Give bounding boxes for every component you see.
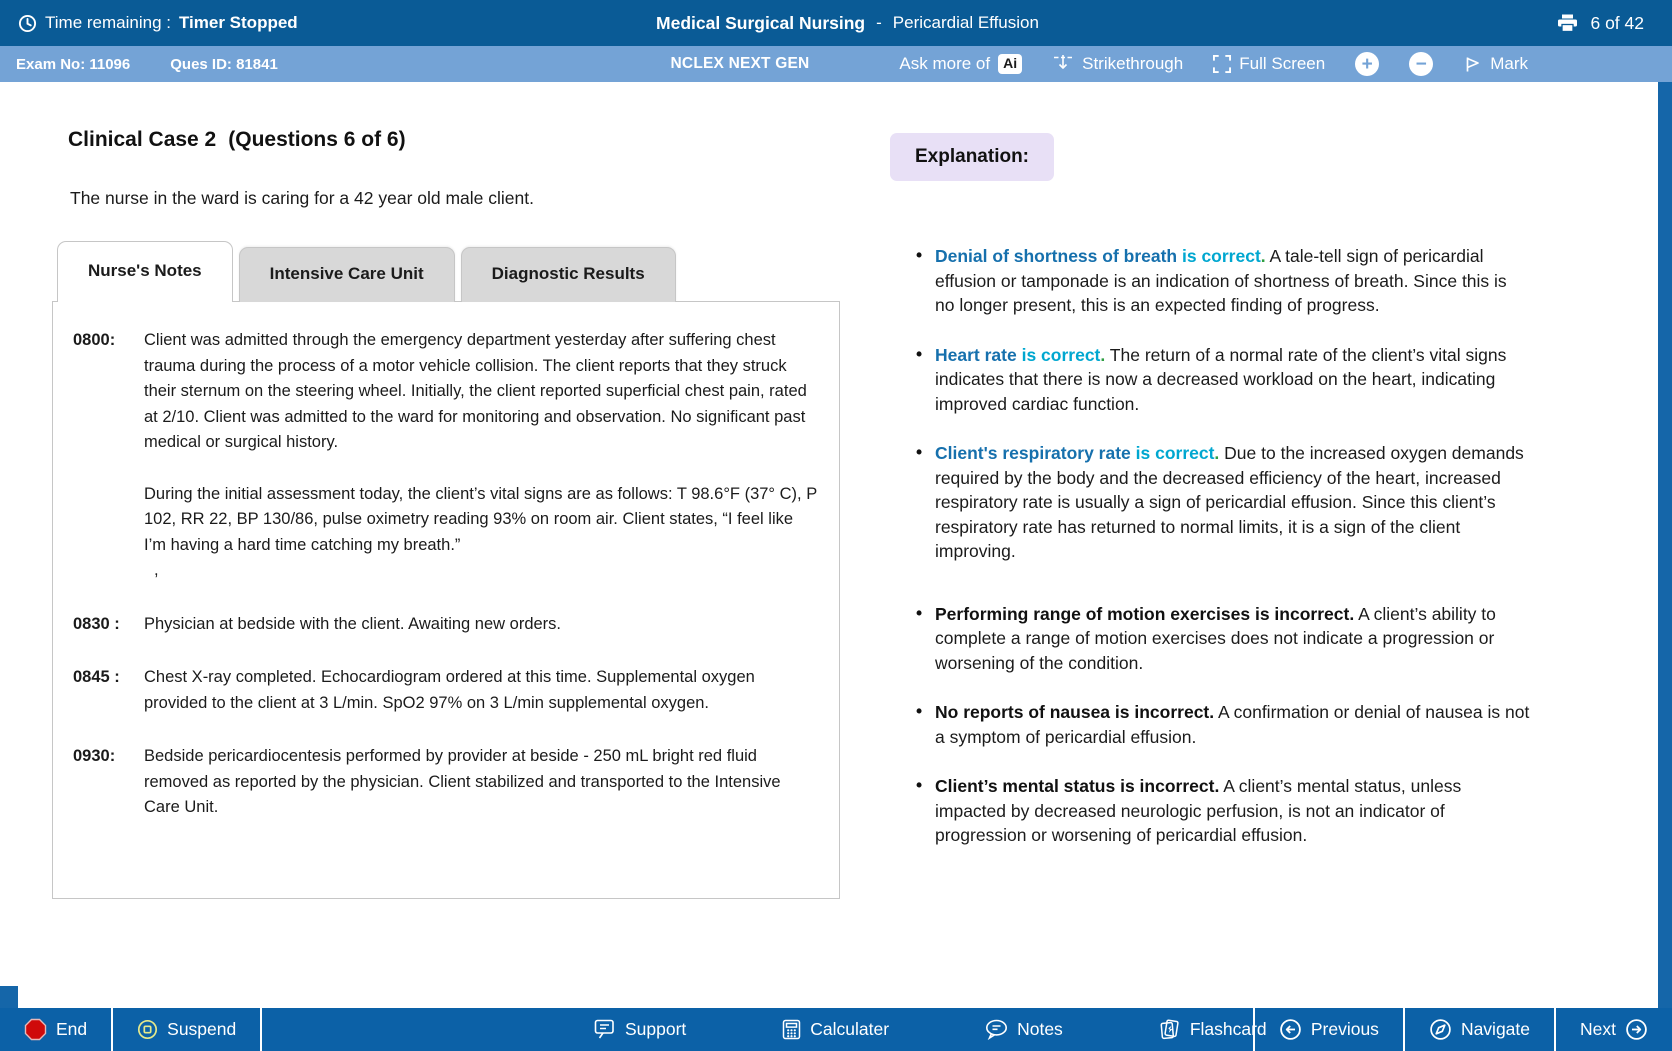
note-entry	[73, 744, 819, 821]
navigate-label: Navigate	[1460, 1019, 1531, 1039]
printer-icon[interactable]	[1557, 14, 1578, 32]
calculator-icon	[782, 1019, 801, 1040]
strikethrough-label: Strikethrough	[1082, 54, 1184, 73]
note-entry	[73, 612, 819, 638]
zoom-out-button[interactable]: −	[1409, 52, 1433, 76]
navigate-compass-icon	[1429, 1018, 1452, 1041]
footer-navigation	[1253, 1008, 1672, 1051]
question-progress: 6 of 42	[1590, 12, 1644, 33]
flashcard-button[interactable]	[1135, 1008, 1291, 1051]
fullscreen-icon	[1213, 55, 1231, 73]
mark-flag-icon	[1463, 55, 1482, 74]
explanation-item-client-s-respiratory-rate: • Client's respiratory rate is correct. Due to the increased oxygen demands required by the body and the decreased efficiency of the heart, increased respiratory rate is usually a sign of pericardial effusion. Since this client’s respiratory rate has returned to normal limits, it is a sign of the client improving.	[914, 441, 1530, 564]
timer-status: Timer Stopped	[178, 13, 298, 32]
ai-logo-icon: Ai	[998, 54, 1022, 73]
next-arrow-icon	[1625, 1018, 1648, 1041]
suspend-icon	[137, 1019, 158, 1040]
strikethrough-button[interactable]	[1052, 54, 1183, 74]
explanation-item-heart-rate: • Heart rate is correct. The return of a normal rate of the client’s vital signs indicates that there is now a decreased workload on the heart, indicating improved cardiac function.	[914, 343, 1530, 417]
zoom-in-button[interactable]: +	[1355, 52, 1379, 76]
ask-ai-label: Ask more of	[899, 54, 991, 73]
case-title-count: (Questions 6 of 6)	[228, 128, 406, 151]
explanation-item-performing-range-of-motion-exercises: • Performing range of motion exercises is incorrect. A client’s ability to complete a range of motion exercises does not indicate a progression or worsening of the condition.	[914, 602, 1530, 676]
calculator-label: Calculater	[810, 1019, 890, 1039]
progress-section	[1557, 13, 1654, 34]
content-area	[0, 82, 1672, 1008]
note-text: Bedside pericardiocentesis performed by provider at beside - 250 mL bright red fluid removed as reported by the physician. Client stabilized and transported to the Intensive Care Unit.	[144, 747, 781, 816]
flashcard-label: Flashcard	[1189, 1019, 1267, 1039]
tab-intensive-care-unit[interactable]: Intensive Care Unit	[239, 247, 455, 302]
tab-bar	[57, 241, 842, 302]
strikethrough-icon	[1052, 54, 1074, 74]
question-id: Ques ID: 81841	[170, 55, 278, 73]
explanation-item-denial-of-shortness-of-breath: • Denial of shortness of breath is correct. A tale-tell sign of pericardial effusion or tamponade is an indication of shortness of breath. Since this is no longer present, this is an expected finding of progress.	[914, 244, 1530, 318]
mark-button[interactable]	[1463, 54, 1528, 74]
end-button[interactable]	[0, 1008, 111, 1051]
ask-ai-button[interactable]	[899, 54, 1022, 74]
explanation-list	[914, 244, 1530, 848]
next-label: Next	[1580, 1019, 1616, 1039]
note-text: Client was admitted through the emergency department yesterday after suffering chest trauma during the process of a motor vehicle collision. The client reports that they struck their sternum on the steering wheel. Initially, the client reported superficial chest pain, rated at 2/10. Client was admitted to the ward for monitoring and observation. No significant past medical or surgical history. During the initial assessment today, the client’s vital signs are as follows: T 98.6°F (37° C), P 102, RR 22, BP 130/86, pulse oximetry reading 93% on room air. Client states, “I feel like I’m having a hard time catching my breath.” ,	[144, 331, 817, 579]
notes-panel	[52, 301, 840, 899]
flashcard-icon	[1159, 1019, 1181, 1041]
fullscreen-button[interactable]	[1213, 54, 1325, 74]
bottom-bar	[0, 1008, 1672, 1051]
explanation-pane	[890, 82, 1540, 873]
suspend-label: Suspend	[167, 1019, 237, 1039]
navigate-button[interactable]	[1405, 1008, 1554, 1051]
case-title-main: Clinical Case 2	[68, 128, 217, 151]
notes-bubble-icon	[985, 1019, 1008, 1040]
note-entry	[73, 665, 819, 716]
note-text: Physician at bedside with the client. Awaiting new orders.	[144, 614, 562, 633]
next-button[interactable]	[1556, 1008, 1672, 1051]
question-pane	[52, 82, 842, 899]
explanation-heading: Explanation:	[890, 133, 1054, 181]
support-chat-icon	[594, 1019, 616, 1040]
stop-icon	[24, 1018, 47, 1041]
footer-tools	[570, 1008, 1291, 1051]
tab-nurse-s-notes[interactable]: Nurse's Notes	[57, 241, 233, 302]
note-time: 0930:	[73, 747, 116, 765]
footer-separator	[260, 1008, 262, 1051]
support-button[interactable]	[570, 1008, 710, 1051]
question-header	[656, 13, 1039, 34]
note-time: 0800:	[73, 331, 116, 349]
note-time: 0845 :	[73, 668, 120, 686]
notes-label: Notes	[1017, 1019, 1063, 1039]
time-remaining-label: Time remaining :	[45, 13, 171, 32]
scrollbar-corner[interactable]	[0, 986, 18, 1008]
case-intro: The nurse in the ward is caring for a 42 year old male client.	[70, 188, 534, 208]
notes-body	[73, 328, 819, 821]
title-separator: -	[876, 13, 882, 32]
mark-label: Mark	[1490, 54, 1528, 73]
support-label: Support	[625, 1019, 687, 1039]
clock-icon	[18, 14, 37, 33]
topic-title: Pericardial Effusion	[892, 13, 1039, 32]
calculator-button[interactable]	[758, 1008, 913, 1051]
previous-label: Previous	[1310, 1019, 1379, 1039]
note-time: 0830 :	[73, 614, 120, 633]
top-bar	[0, 0, 1672, 46]
note-entry	[73, 328, 819, 584]
explanation-item-client-s-mental-status: • Client’s mental status is incorrect. A client’s mental status, unless impacted by decreased neurologic perfusion, is not an indicator of progression or worsening of pericardial effusion.	[914, 774, 1530, 848]
vertical-scrollbar[interactable]	[1658, 82, 1672, 1008]
timer-section	[18, 13, 298, 33]
toolbar	[0, 46, 1672, 82]
end-label: End	[56, 1019, 88, 1039]
subject-title: Medical Surgical Nursing	[656, 12, 866, 33]
explanation-item-no-reports-of-nausea: • No reports of nausea is incorrect. A confirmation or denial of nausea is not a symptom of pericardial effusion.	[914, 700, 1530, 749]
suspend-button[interactable]	[113, 1008, 260, 1051]
exam-type-label: NCLEX NEXT GEN	[670, 55, 810, 72]
tab-diagnostic-results[interactable]: Diagnostic Results	[461, 247, 676, 302]
case-title	[68, 128, 842, 152]
exam-number: Exam No: 11096	[16, 55, 131, 73]
note-text: Chest X-ray completed. Echocardiogram ordered at this time. Supplemental oxygen provided to the client at 3 L/min. SpO2 97% on 3 L/min supplemental oxygen.	[144, 668, 755, 712]
notes-button[interactable]	[961, 1008, 1087, 1051]
fullscreen-label: Full Screen	[1239, 54, 1326, 73]
